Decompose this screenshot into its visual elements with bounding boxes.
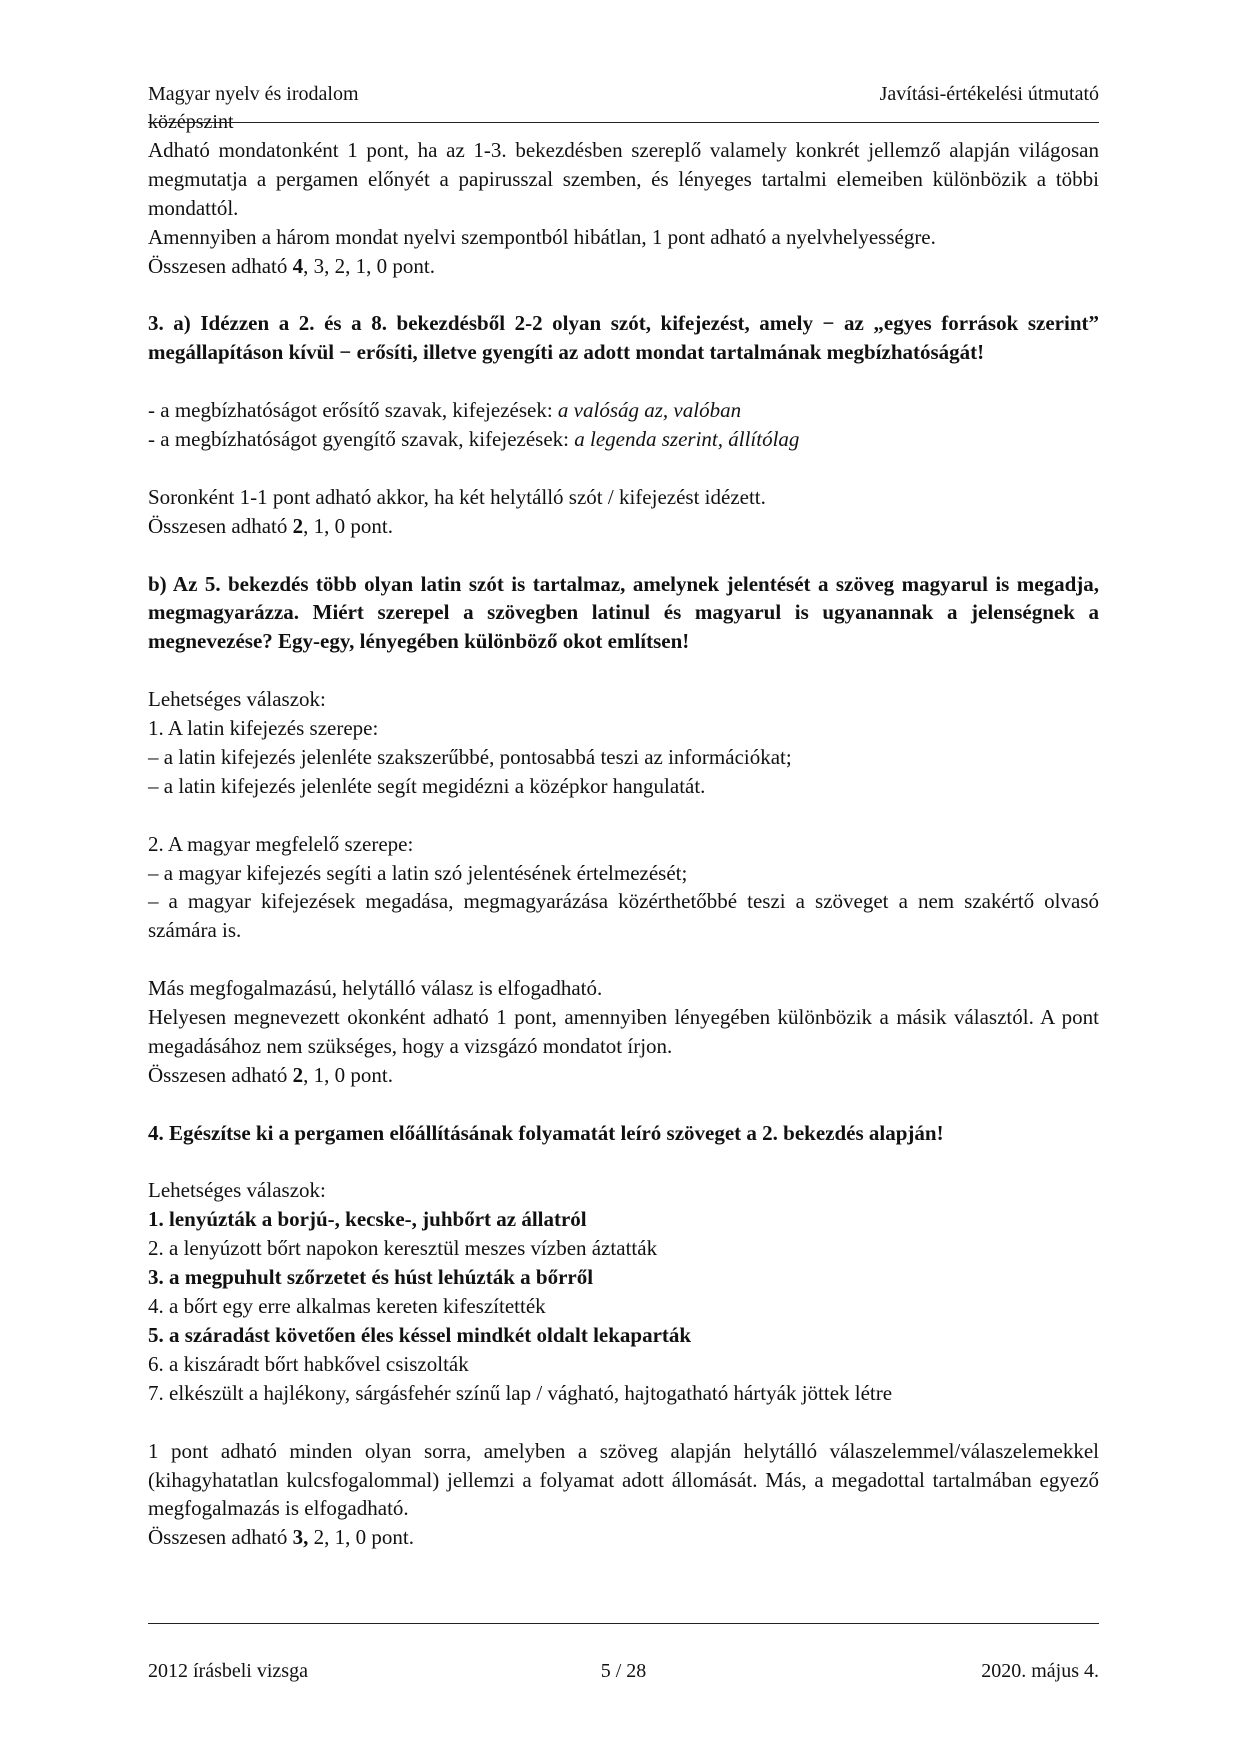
q4-answers-intro: Lehetséges válaszok:	[148, 1178, 326, 1203]
document-page	[148, 80, 1099, 1552]
q3a-question: 3. a) Idézzen a 2. és a 8. bekezdésből 2-2 olyan szót, kifejezést, amely − az „egyes források szerint” megállapításon kívül − erősíti, illetve gyengíti az adott mondat tartalmának megbízhatóságát!	[148, 311, 1099, 365]
q3a-answer-weaken: - a megbízhatóságot gyengítő szavak, kifejezések: a legenda szerint, állítólag	[148, 427, 800, 452]
q3a-scoring: Soronként 1-1 pont adható akkor, ha két helytálló szót / kifejezést idézett.	[148, 484, 766, 509]
footer-date: 2020. május 4.	[981, 1660, 1099, 1682]
q3b-answer2-line2: – a magyar kifejezések megadása, megmagyarázása közérthetőbbé teszi a szöveget a nem szakértő olvasó számára is.	[148, 889, 1099, 943]
footer-page-number: 5 / 28	[600, 1660, 647, 1682]
footer-exam-code: 2012 írásbeli vizsga	[148, 1660, 308, 1682]
document-body	[148, 136, 1099, 1552]
q3b-note-alternative: Más megfogalmazású, helytálló válasz is elfogadható.	[148, 976, 603, 1001]
block1-grammar-note: Amennyiben a három mondat nyelvi szempontból hibátlan, 1 pont adható a nyelvhelyességre.	[148, 224, 936, 249]
q3b-answer1-line2: – a latin kifejezés jelenléte segít megidézni a középkor hangulatát.	[148, 773, 706, 798]
q4-total: Összesen adható 3, 2, 1, 0 pont.	[148, 1525, 414, 1550]
header-subject: Magyar nyelv és irodalom	[148, 83, 359, 105]
q4-step-2: 2. a lenyúzott bőrt napokon keresztül meszes vízben áztatták	[148, 1236, 658, 1261]
q3b-answer2-line1: – a magyar kifejezés segíti a latin szó jelentésének értelmezését;	[148, 860, 688, 885]
q3b-answer1-title: 1. A latin kifejezés szerepe:	[148, 716, 379, 741]
q4-step-3: 3. a megpuhult szőrzetet és húst lehúzták a bőrről	[148, 1265, 594, 1290]
q4-step-7: 7. elkészült a hajlékony, sárgásfehér színű lap / vágható, hajtogatható hártyák jöttek létre	[148, 1380, 893, 1405]
q3b-question: b) Az 5. bekezdés több olyan latin szót is tartalmaz, amelynek jelentését a szöveg magyarul is megadja, megmagyarázza. Miért szerepel a szövegben latinul és magyarul is ugyanannak a jelenségnek a megnevezése? Egy-egy, lényegében különböző okot említsen!	[148, 571, 1099, 654]
q3b-note-scoring: Helyesen megnevezett okonként adható 1 pont, amennyiben lényegében különbözik a másik választól. A pont megadásához nem szükséges, hogy a vizsgázó mondatot írjon.	[148, 1005, 1099, 1058]
q3b-answer1-line1: – a latin kifejezés jelenléte szakszerűbbé, pontosabbá teszi az információkat;	[148, 744, 792, 769]
q4-question: 4. Egészítse ki a pergamen előállításának folyamatát leíró szöveget a 2. bekezdés alapján!	[148, 1120, 944, 1145]
q4-step-6: 6. a kiszáradt bőrt habkővel csiszolták	[148, 1351, 469, 1376]
q3b-answers-intro: Lehetséges válaszok:	[148, 687, 326, 712]
q4-step-4: 4. a bőrt egy erre alkalmas kereten kifeszítették	[148, 1294, 546, 1319]
q3b-answer2-title: 2. A magyar megfelelő szerepe:	[148, 831, 414, 856]
page-header	[148, 80, 1099, 136]
q3a-answer-strengthen: - a megbízhatóságot erősítő szavak, kifejezések: a valóság az, valóban	[148, 398, 742, 423]
header-level: középszint	[148, 111, 234, 133]
q4-step-1: 1. lenyúzták a borjú-, kecske-, juhbőrt az állatról	[148, 1207, 587, 1232]
q4-step-5: 5. a száradást követően éles késsel mindkét oldalt lekaparták	[148, 1323, 692, 1348]
block1-total: Összesen adható 4, 3, 2, 1, 0 pont.	[148, 253, 435, 278]
block1-paragraph: Adható mondatonként 1 pont, ha az 1-3. bekezdésben szereplő valamely konkrét jellemző alapján világosan megmutatja a pergamen előnyét a papirusszal szemben, és lényeges tartalmi elemeiben különbözik a többi mondattól.	[148, 138, 1099, 220]
q3a-total: Összesen adható 2, 1, 0 pont.	[148, 513, 393, 538]
footer-rule	[148, 1623, 1099, 1624]
header-doc-type: Javítási-értékelési útmutató	[879, 83, 1099, 105]
q4-scoring: 1 pont adható minden olyan sorra, amelyben a szöveg alapján helytálló válaszelemmel/válaszelemekkel (kihagyhatatlan kulcsfogalommal) jellemzi a folyamat adott állomását. Más, a megadottal tartalmában egyező megfogalmazás is elfogadható.	[148, 1438, 1099, 1521]
header-rule	[148, 122, 1099, 123]
q3b-total: Összesen adható 2, 1, 0 pont.	[148, 1062, 393, 1087]
page-footer	[148, 1623, 1099, 1685]
